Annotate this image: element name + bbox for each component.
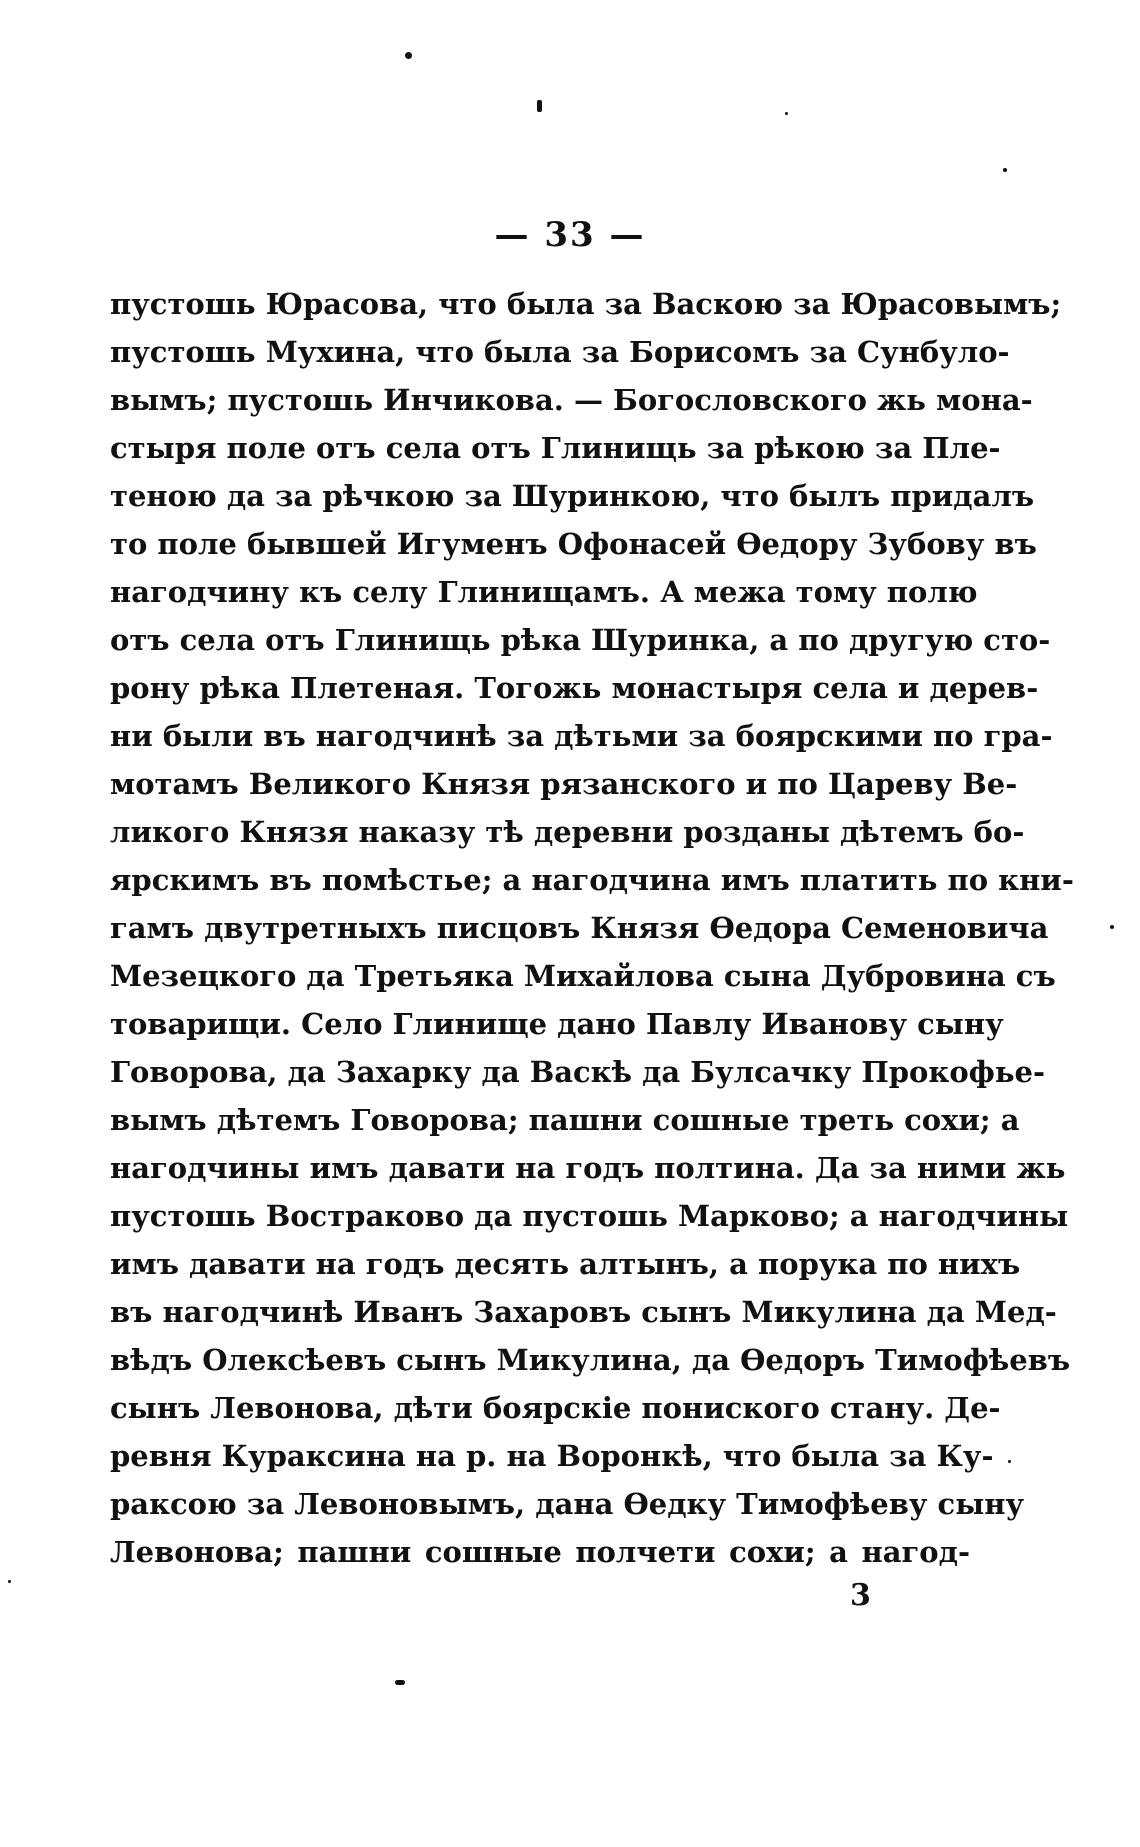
text-line: товарищи. Село Глинище дано Павлу Иванову сыну (110, 1007, 1004, 1041)
text-line: сынъ Левонова, дѣти боярскіе пониского стану. Де- (110, 1391, 1001, 1425)
text-line: пустошь Востраково да пустошь Марково; а нагодчины (110, 1199, 1069, 1233)
text-line: имъ давати на годъ десять алтынъ, а порука по нихъ (110, 1247, 1021, 1281)
text-line: мотамъ Великого Князя рязанского и по Цареву Ве- (110, 767, 1018, 801)
text-line: пустошь Юрасова, что была за Васкою за Юрасовымъ; (110, 287, 1062, 321)
text-line: нагодчину къ селу Глинищамъ. А межа тому полю (110, 575, 978, 609)
scan-speck (1008, 1460, 1011, 1463)
text-line: то поле бывшей Игуменъ Офонасей Ѳедору Зубову въ (110, 527, 1037, 561)
text-line: ликого Князя наказу тѣ деревни розданы дѣтемъ бо- (110, 815, 1025, 849)
scan-speck (8, 1580, 11, 1583)
text-line: въ нагодчинѣ Иванъ Захаровъ сынъ Микулина да Мед- (110, 1295, 1057, 1329)
text-line: теною да за рѣчкою за Шуринкою, что былъ придалъ (110, 479, 1035, 513)
scan-speck (785, 112, 788, 115)
text-line: Мезецкого да Третьяка Михайлова сына Дубровина съ (110, 959, 1056, 993)
page-number: — 33 — (494, 215, 646, 255)
scan-speck (395, 1680, 405, 1685)
text-line: стыря поле отъ села отъ Глинищь за рѣкою за Пле- (110, 431, 1001, 465)
body-text (110, 280, 1074, 1576)
text-line: отъ села отъ Глинищь рѣка Шуринка, а по другую сто- (110, 623, 1051, 657)
text-line: вѣдъ Олексѣевъ сынъ Микулина, да Ѳедоръ Тимофѣевъ (110, 1343, 1071, 1377)
scan-speck (1003, 168, 1007, 172)
text-line: ревня Кураксина на р. на Воронкѣ, что была за Ку- (110, 1439, 994, 1473)
text-line: вымъ дѣтемъ Говорова; пашни сошные треть сохи; а (110, 1103, 1020, 1137)
scan-speck (405, 52, 412, 59)
text-line: Левонова; пашни сошные полчети сохи; а нагод- (110, 1535, 970, 1569)
text-line: пустошь Мухина, что была за Борисомъ за Сунбуло- (110, 335, 1010, 369)
scan-speck (1110, 925, 1114, 929)
text-line: нагодчины имъ давати на годъ полтина. Да за ними жь (110, 1151, 1066, 1185)
text-line: рону рѣка Плетеная. Тогожь монастыря села и дерев- (110, 671, 1039, 705)
text-line: вымъ; пустошь Инчикова. — Богословского жь мона- (110, 383, 1033, 417)
text-line: раксою за Левоновымъ, дана Ѳедку Тимофѣеву сыну (110, 1487, 1025, 1521)
signature-mark: 3 (850, 1578, 871, 1613)
scan-speck (537, 100, 542, 112)
text-line: Говорова, да Захарку да Васкѣ да Булсачку Прокофье- (110, 1055, 1045, 1089)
text-line: ни были въ нагодчинѣ за дѣтьми за боярскими по гра- (110, 719, 1053, 753)
text-line: гамъ двутретныхъ писцовъ Князя Ѳедора Семеновича (110, 911, 1049, 945)
text-line: ярскимъ въ помѣстье; а нагодчина имъ платить по кни- (110, 863, 1074, 897)
